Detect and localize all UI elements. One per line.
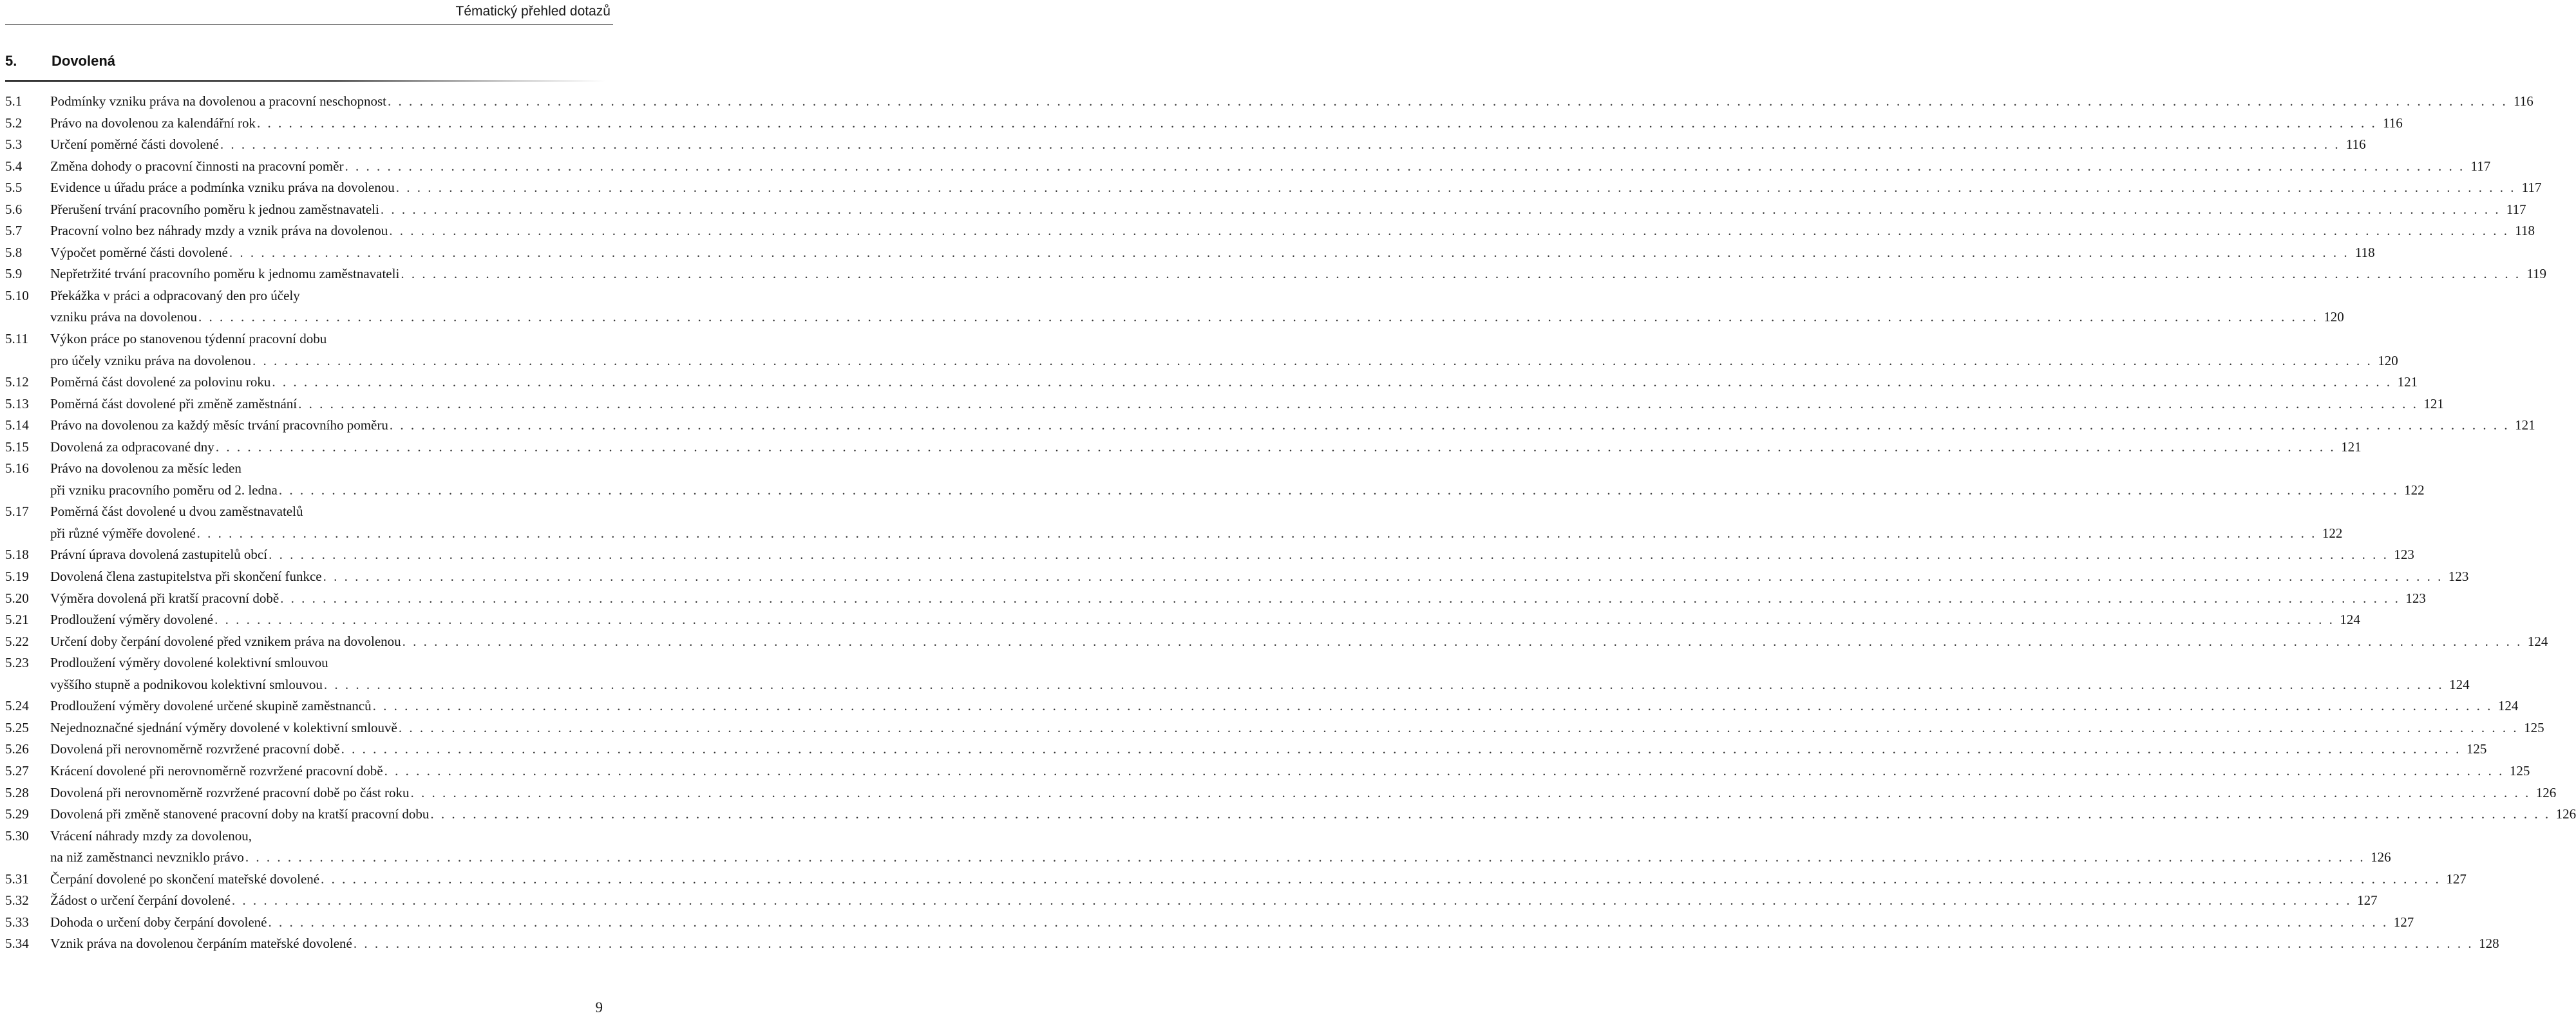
chapter-heading [5, 53, 115, 70]
toc-entry-body [50, 458, 2425, 501]
toc-entry-page: 123 [2394, 547, 2414, 563]
toc-entry-title: Dovolená člena zastupitelstva při skončení funkce [50, 569, 322, 585]
toc-entry-title-line [50, 695, 2519, 717]
toc-entry-title-line [50, 933, 2499, 955]
toc-entry-page: 127 [2393, 914, 2414, 930]
toc-entry [5, 739, 2487, 760]
toc-entry-page: 127 [2357, 892, 2378, 909]
toc-entry-title-line [50, 393, 2444, 415]
toc-entry-page: 116 [2383, 115, 2403, 131]
dot-leader: . . . . . . . . . . . . . . . . . . . . . . . . . . . . . . . . . . . . . . . . . . . . . . . . . . . . . . . . . . . . . . . . . . . . . . . . . . . . . . . . . . . . . . . . . . . . . . . . . . . . . . . . . . . . . . . . . . . . . . . . . . . . . . . . . . . . . . . . . . . . . . . . . . . . . . . . . . . . . . . . . . . . . . . . . . . . . . . . . . . . . . . . . . . . . . . . . . . . . . . . [214, 612, 2334, 628]
toc-entry-body [50, 285, 2344, 328]
toc-entry-number: 5.3 [5, 137, 23, 153]
dot-leader: . . . . . . . . . . . . . . . . . . . . . . . . . . . . . . . . . . . . . . . . . . . . . . . . . . . . . . . . . . . . . . . . . . . . . . . . . . . . . . . . . . . . . . . . . . . . . . . . . . . . . . . . . . . . . . . . . . . . . . . . . . . . . . . . . . . . . . . . . . . . . . . . . . . . . . . . . . . . . . . . . . . . . . . . . . . . . . . . . . . . . . . . . . . . . . . . . . . . . . . . [387, 93, 2508, 109]
dot-leader: . . . . . . . . . . . . . . . . . . . . . . . . . . . . . . . . . . . . . . . . . . . . . . . . . . . . . . . . . . . . . . . . . . . . . . . . . . . . . . . . . . . . . . . . . . . . . . . . . . . . . . . . . . . . . . . . . . . . . . . . . . . . . . . . . . . . . . . . . . . . . . . . . . . . . . . . . . . . . . . . . . . . . . . . . . . . . . . . . . . . . . . . . . . . . . . . . . . . . . . . [245, 849, 2365, 865]
toc-entry-title-line [50, 782, 2557, 804]
dot-leader: . . . . . . . . . . . . . . . . . . . . . . . . . . . . . . . . . . . . . . . . . . . . . . . . . . . . . . . . . . . . . . . . . . . . . . . . . . . . . . . . . . . . . . . . . . . . . . . . . . . . . . . . . . . . . . . . . . . . . . . . . . . . . . . . . . . . . . . . . . . . . . . . . . . . . . . . . . . . . . . . . . . . . . . . . . . . . . . . . . . . . . . . . . . . . . . . . . . . . . . . [402, 633, 2523, 649]
toc-entry-title: Prodloužení výměry dovolené [50, 612, 214, 628]
toc-entry-page: 123 [2405, 590, 2426, 606]
toc-entry-page: 126 [2371, 849, 2391, 865]
toc-entry [5, 242, 2375, 264]
toc-entry-body [50, 739, 2487, 760]
toc-entry-number: 5.2 [5, 115, 23, 131]
toc-entry-title-line [50, 372, 2418, 393]
toc-entry-body [50, 134, 2366, 156]
toc-entry-page: 121 [2341, 439, 2362, 455]
toc-entry-title: pro účely vzniku práva na dovolenou [50, 352, 251, 368]
toc-entry-number: 5.32 [5, 892, 29, 909]
toc-entry [5, 782, 2557, 804]
toc-entry-number: 5.6 [5, 201, 23, 217]
toc-entry-body [50, 328, 2398, 372]
toc-entry-title-line: Výkon práce po stanovenou týdenní pracovní dobu [50, 331, 327, 347]
toc-entry-title-line [50, 847, 2391, 869]
toc-entry-body [50, 760, 2530, 782]
dot-leader: . . . . . . . . . . . . . . . . . . . . . . . . . . . . . . . . . . . . . . . . . . . . . . . . . . . . . . . . . . . . . . . . . . . . . . . . . . . . . . . . . . . . . . . . . . . . . . . . . . . . . . . . . . . . . . . . . . . . . . . . . . . . . . . . . . . . . . . . . . . . . . . . . . . . . . . . . . . . . . . . . . . . . . . . . . . . . . . . . . . . . . . . . . . . . . . . . . . . . . . . [410, 784, 2531, 800]
table-of-contents [5, 91, 2576, 955]
toc-entry-body [50, 372, 2418, 393]
toc-entry-title-line [50, 134, 2366, 156]
toc-entry-body [50, 242, 2375, 264]
toc-entry-title-line [50, 544, 2414, 566]
toc-entry-body [50, 220, 2535, 242]
dot-leader: . . . . . . . . . . . . . . . . . . . . . . . . . . . . . . . . . . . . . . . . . . . . . . . . . . . . . . . . . . . . . . . . . . . . . . . . . . . . . . . . . . . . . . . . . . . . . . . . . . . . . . . . . . . . . . . . . . . . . . . . . . . . . . . . . . . . . . . . . . . . . . . . . . . . . . . . . . . . . . . . . . . . . . . . . . . . . . . . . . . . . . . . . . . . . . . . . . . . . . . . [196, 525, 2317, 541]
toc-entry [5, 652, 2470, 695]
toc-entry-title: Dovolená při změně stanovené pracovní doby na kratší pracovní dobu [50, 806, 430, 822]
toc-entry-body [50, 177, 2542, 199]
toc-entry-number: 5.12 [5, 374, 29, 390]
toc-entry-title-line [50, 91, 2533, 113]
toc-entry-page: 127 [2446, 871, 2467, 887]
dot-leader: . . . . . . . . . . . . . . . . . . . . . . . . . . . . . . . . . . . . . . . . . . . . . . . . . . . . . . . . . . . . . . . . . . . . . . . . . . . . . . . . . . . . . . . . . . . . . . . . . . . . . . . . . . . . . . . . . . . . . . . . . . . . . . . . . . . . . . . . . . . . . . . . . . . . . . . . . . . . . . . . . . . . . . . . . . . . . . . . . . . . . . . . . . . . . . . . . . . . . . . . [398, 719, 2519, 735]
toc-entry [5, 588, 2426, 610]
toc-entry-body [50, 415, 2535, 437]
toc-entry-title: Určení poměrné části dovolené [50, 137, 219, 153]
toc-entry-number: 5.20 [5, 590, 29, 606]
toc-entry-number: 5.27 [5, 762, 29, 779]
toc-entry-title: Pracovní volno bez náhrady mzdy a vznik práva na dovolenou [50, 223, 388, 239]
dot-leader: . . . . . . . . . . . . . . . . . . . . . . . . . . . . . . . . . . . . . . . . . . . . . . . . . . . . . . . . . . . . . . . . . . . . . . . . . . . . . . . . . . . . . . . . . . . . . . . . . . . . . . . . . . . . . . . . . . . . . . . . . . . . . . . . . . . . . . . . . . . . . . . . . . . . . . . . . . . . . . . . . . . . . . . . . . . . . . . . . . . . . . . . . . . . . . . . . . . . . . . . [345, 158, 2465, 174]
toc-entry-body [50, 912, 2414, 934]
dot-leader: . . . . . . . . . . . . . . . . . . . . . . . . . . . . . . . . . . . . . . . . . . . . . . . . . . . . . . . . . . . . . . . . . . . . . . . . . . . . . . . . . . . . . . . . . . . . . . . . . . . . . . . . . . . . . . . . . . . . . . . . . . . . . . . . . . . . . . . . . . . . . . . . . . . . . . . . . . . . . . . . . . . . . . . . . . . . . . . . . . . . . . . . . . . . . . . . . . . . . . . . [372, 698, 2493, 714]
toc-entry [5, 177, 2542, 199]
toc-entry-title: Změna dohody o pracovní činnosti na pracovní poměr [50, 158, 344, 174]
toc-entry-number: 5.21 [5, 612, 29, 628]
dot-leader: . . . . . . . . . . . . . . . . . . . . . . . . . . . . . . . . . . . . . . . . . . . . . . . . . . . . . . . . . . . . . . . . . . . . . . . . . . . . . . . . . . . . . . . . . . . . . . . . . . . . . . . . . . . . . . . . . . . . . . . . . . . . . . . . . . . . . . . . . . . . . . . . . . . . . . . . . . . . . . . . . . . . . . . . . . . . . . . . . . . . . . . . . . . . . . . . . . . . . . . . [229, 244, 2349, 260]
toc-entry [5, 458, 2425, 501]
dot-leader: . . . . . . . . . . . . . . . . . . . . . . . . . . . . . . . . . . . . . . . . . . . . . . . . . . . . . . . . . . . . . . . . . . . . . . . . . . . . . . . . . . . . . . . . . . . . . . . . . . . . . . . . . . . . . . . . . . . . . . . . . . . . . . . . . . . . . . . . . . . . . . . . . . . . . . . . . . . . . . . . . . . . . . . . . . . . . . . . . . . . . . . . . . . . . . . . . . . . . . . . [298, 395, 2418, 411]
toc-entry-page: 118 [2354, 244, 2375, 260]
dot-leader: . . . . . . . . . . . . . . . . . . . . . . . . . . . . . . . . . . . . . . . . . . . . . . . . . . . . . . . . . . . . . . . . . . . . . . . . . . . . . . . . . . . . . . . . . . . . . . . . . . . . . . . . . . . . . . . . . . . . . . . . . . . . . . . . . . . . . . . . . . . . . . . . . . . . . . . . . . . . . . . . . . . . . . . . . . . . . . . . . . . . . . . . . . . . . . . . . . . . . . . . [389, 223, 2510, 239]
toc-entry-body [50, 544, 2414, 566]
dot-leader: . . . . . . . . . . . . . . . . . . . . . . . . . . . . . . . . . . . . . . . . . . . . . . . . . . . . . . . . . . . . . . . . . . . . . . . . . . . . . . . . . . . . . . . . . . . . . . . . . . . . . . . . . . . . . . . . . . . . . . . . . . . . . . . . . . . . . . . . . . . . . . . . . . . . . . . . . . . . . . . . . . . . . . . . . . . . . . . . . . . . . . . . . . . . . . . . . . . . . . . . [198, 309, 2318, 325]
toc-entry-title: Vznik práva na dovolenou čerpáním mateřské dovolené [50, 936, 352, 952]
toc-entry-page: 121 [2397, 374, 2418, 390]
toc-entry-title-line [50, 156, 2491, 178]
dot-leader: . . . . . . . . . . . . . . . . . . . . . . . . . . . . . . . . . . . . . . . . . . . . . . . . . . . . . . . . . . . . . . . . . . . . . . . . . . . . . . . . . . . . . . . . . . . . . . . . . . . . . . . . . . . . . . . . . . . . . . . . . . . . . . . . . . . . . . . . . . . . . . . . . . . . . . . . . . . . . . . . . . . . . . . . . . . . . . . . . . . . . . . . . . . . . . . . . . . . . . . . [231, 892, 2352, 909]
toc-entry-title-line [50, 263, 2547, 285]
toc-entry-title-line [50, 199, 2526, 221]
toc-entry-page: 119 [2526, 266, 2547, 282]
toc-entry-page: 116 [2345, 137, 2366, 153]
toc-entry [5, 544, 2414, 566]
toc-entry-body [50, 631, 2548, 653]
toc-entry-title-line [50, 307, 2344, 328]
toc-entry-body [50, 393, 2444, 415]
toc-entry-title-line [50, 177, 2542, 199]
toc-entry-body [50, 804, 2576, 826]
toc-entry-title-line: Poměrná část dovolené u dvou zaměstnavatelů [50, 504, 303, 520]
toc-entry [5, 717, 2544, 739]
dot-leader: . . . . . . . . . . . . . . . . . . . . . . . . . . . . . . . . . . . . . . . . . . . . . . . . . . . . . . . . . . . . . . . . . . . . . . . . . . . . . . . . . . . . . . . . . . . . . . . . . . . . . . . . . . . . . . . . . . . . . . . . . . . . . . . . . . . . . . . . . . . . . . . . . . . . . . . . . . . . . . . . . . . . . . . . . . . . . . . . . . . . . . . . . . . . . . . . . . . . . . . . [395, 180, 2516, 196]
toc-entry-title-line [50, 804, 2576, 826]
toc-entry-title: Krácení dovolené při nerovnoměrně rozvržené pracovní době [50, 762, 383, 779]
toc-entry-number: 5.31 [5, 871, 29, 887]
toc-entry-title: při různé výměře dovolené [50, 525, 196, 541]
toc-entry-title-line [50, 242, 2375, 264]
toc-entry-title-line [50, 523, 2343, 545]
toc-entry [5, 328, 2398, 372]
toc-entry-number: 5.24 [5, 698, 29, 714]
dot-leader: . . . . . . . . . . . . . . . . . . . . . . . . . . . . . . . . . . . . . . . . . . . . . . . . . . . . . . . . . . . . . . . . . . . . . . . . . . . . . . . . . . . . . . . . . . . . . . . . . . . . . . . . . . . . . . . . . . . . . . . . . . . . . . . . . . . . . . . . . . . . . . . . . . . . . . . . . . . . . . . . . . . . . . . . . . . . . . . . . . . . . . . . . . . . . . . . . . . . . . . . [430, 806, 2551, 822]
toc-entry-title: Přerušení trvání pracovního poměru k jednou zaměstnavateli [50, 201, 379, 217]
toc-entry-number: 5.14 [5, 417, 29, 433]
toc-entry-number: 5.5 [5, 180, 23, 196]
toc-entry-title-line [50, 415, 2535, 437]
dot-leader: . . . . . . . . . . . . . . . . . . . . . . . . . . . . . . . . . . . . . . . . . . . . . . . . . . . . . . . . . . . . . . . . . . . . . . . . . . . . . . . . . . . . . . . . . . . . . . . . . . . . . . . . . . . . . . . . . . . . . . . . . . . . . . . . . . . . . . . . . . . . . . . . . . . . . . . . . . . . . . . . . . . . . . . . . . . . . . . . . . . . . . . . . . . . . . . . . . . . . . . . [321, 871, 2441, 887]
toc-entry-page: 124 [2340, 612, 2360, 628]
toc-entry [5, 501, 2343, 544]
toc-entry-body [50, 113, 2403, 135]
toc-entry-title: Dovolená při nerovnoměrně rozvržené pracovní době po část roku [50, 784, 410, 800]
toc-entry-page: 128 [2479, 936, 2499, 952]
toc-entry [5, 631, 2548, 653]
toc-entry-body [50, 933, 2499, 955]
toc-entry [5, 415, 2535, 437]
toc-entry-body [50, 263, 2547, 285]
toc-entry-body [50, 609, 2360, 631]
dot-leader: . . . . . . . . . . . . . . . . . . . . . . . . . . . . . . . . . . . . . . . . . . . . . . . . . . . . . . . . . . . . . . . . . . . . . . . . . . . . . . . . . . . . . . . . . . . . . . . . . . . . . . . . . . . . . . . . . . . . . . . . . . . . . . . . . . . . . . . . . . . . . . . . . . . . . . . . . . . . . . . . . . . . . . . . . . . . . . . . . . . . . . . . . . . . . . . . . . . . . . . . [220, 137, 2340, 153]
dot-leader: . . . . . . . . . . . . . . . . . . . . . . . . . . . . . . . . . . . . . . . . . . . . . . . . . . . . . . . . . . . . . . . . . . . . . . . . . . . . . . . . . . . . . . . . . . . . . . . . . . . . . . . . . . . . . . . . . . . . . . . . . . . . . . . . . . . . . . . . . . . . . . . . . . . . . . . . . . . . . . . . . . . . . . . . . . . . . . . . . . . . . . . . . . . . . . . . . . . . . . . . [323, 569, 2443, 585]
toc-entry [5, 804, 2576, 826]
toc-entry-page: 117 [2506, 201, 2526, 217]
toc-entry-title: Dovolená při nerovnoměrně rozvržené pracovní době [50, 741, 340, 757]
toc-entry-body [50, 717, 2544, 739]
toc-entry [5, 869, 2467, 891]
toc-entry-number: 5.7 [5, 223, 23, 239]
header-rule [5, 24, 613, 25]
toc-entry [5, 609, 2360, 631]
toc-entry-title-line: Vrácení náhrady mzdy za dovolenou, [50, 827, 252, 844]
toc-entry-title-line [50, 566, 2469, 588]
toc-entry [5, 393, 2444, 415]
toc-entry-title: Právo na dovolenou za každý měsíc trvání pracovního poměru [50, 417, 388, 433]
toc-entry-page: 125 [2466, 741, 2487, 757]
toc-entry-title: Čerpání dovolené po skončení mateřské dovolené [50, 871, 320, 887]
toc-entry-title: Dohoda o určení doby čerpání dovolené [50, 914, 267, 930]
toc-entry [5, 156, 2491, 178]
dot-leader: . . . . . . . . . . . . . . . . . . . . . . . . . . . . . . . . . . . . . . . . . . . . . . . . . . . . . . . . . . . . . . . . . . . . . . . . . . . . . . . . . . . . . . . . . . . . . . . . . . . . . . . . . . . . . . . . . . . . . . . . . . . . . . . . . . . . . . . . . . . . . . . . . . . . . . . . . . . . . . . . . . . . . . . . . . . . . . . . . . . . . . . . . . . . . . . . . . . . . . . . [272, 374, 2392, 390]
toc-entry-title: Výměra dovolená při kratší pracovní době [50, 590, 279, 606]
dot-leader: . . . . . . . . . . . . . . . . . . . . . . . . . . . . . . . . . . . . . . . . . . . . . . . . . . . . . . . . . . . . . . . . . . . . . . . . . . . . . . . . . . . . . . . . . . . . . . . . . . . . . . . . . . . . . . . . . . . . . . . . . . . . . . . . . . . . . . . . . . . . . . . . . . . . . . . . . . . . . . . . . . . . . . . . . . . . . . . . . . . . . . . . . . . . . . . . . . . . . . . . [268, 914, 2389, 930]
toc-entry-page: 121 [2515, 417, 2535, 433]
dot-leader: . . . . . . . . . . . . . . . . . . . . . . . . . . . . . . . . . . . . . . . . . . . . . . . . . . . . . . . . . . . . . . . . . . . . . . . . . . . . . . . . . . . . . . . . . . . . . . . . . . . . . . . . . . . . . . . . . . . . . . . . . . . . . . . . . . . . . . . . . . . . . . . . . . . . . . . . . . . . . . . . . . . . . . . . . . . . . . . . . . . . . . . . . . . . . . . . . . . . . . . . [215, 439, 2336, 455]
dot-leader: . . . . . . . . . . . . . . . . . . . . . . . . . . . . . . . . . . . . . . . . . . . . . . . . . . . . . . . . . . . . . . . . . . . . . . . . . . . . . . . . . . . . . . . . . . . . . . . . . . . . . . . . . . . . . . . . . . . . . . . . . . . . . . . . . . . . . . . . . . . . . . . . . . . . . . . . . . . . . . . . . . . . . . . . . . . . . . . . . . . . . . . . . . . . . . . . . . . . . . . . [269, 547, 2389, 563]
toc-entry-body [50, 782, 2557, 804]
dot-leader: . . . . . . . . . . . . . . . . . . . . . . . . . . . . . . . . . . . . . . . . . . . . . . . . . . . . . . . . . . . . . . . . . . . . . . . . . . . . . . . . . . . . . . . . . . . . . . . . . . . . . . . . . . . . . . . . . . . . . . . . . . . . . . . . . . . . . . . . . . . . . . . . . . . . . . . . . . . . . . . . . . . . . . . . . . . . . . . . . . . . . . . . . . . . . . . . . . . . . . . . [323, 676, 2444, 692]
toc-entry-title-line [50, 437, 2362, 458]
toc-entry-body [50, 156, 2491, 178]
toc-entry-number: 5.4 [5, 158, 23, 174]
toc-entry-title: při vzniku pracovního poměru od 2. ledna [50, 482, 278, 498]
toc-entry-title: Určení doby čerpání dovolené před vznikem práva na dovolenou [50, 633, 401, 649]
chapter-heading-rule [5, 80, 605, 82]
toc-entry-title-line: Překážka v práci a odpracovaný den pro účely [50, 287, 300, 303]
toc-entry-number: 5.29 [5, 806, 29, 822]
toc-entry-page: 118 [2515, 223, 2535, 239]
toc-entry-number: 5.34 [5, 936, 29, 952]
dot-leader: . . . . . . . . . . . . . . . . . . . . . . . . . . . . . . . . . . . . . . . . . . . . . . . . . . . . . . . . . . . . . . . . . . . . . . . . . . . . . . . . . . . . . . . . . . . . . . . . . . . . . . . . . . . . . . . . . . . . . . . . . . . . . . . . . . . . . . . . . . . . . . . . . . . . . . . . . . . . . . . . . . . . . . . . . . . . . . . . . . . . . . . . . . . . . . . . . . . . . . . . [278, 482, 2399, 498]
toc-entry-title: vzniku práva na dovolenou [50, 309, 198, 325]
toc-entry-page: 122 [2322, 525, 2343, 541]
toc-entry-number: 5.33 [5, 914, 29, 930]
toc-entry-body [50, 566, 2469, 588]
toc-entry-title-line [50, 912, 2414, 934]
toc-entry-number: 5.15 [5, 439, 29, 455]
toc-entry-body [50, 826, 2391, 869]
dot-leader: . . . . . . . . . . . . . . . . . . . . . . . . . . . . . . . . . . . . . . . . . . . . . . . . . . . . . . . . . . . . . . . . . . . . . . . . . . . . . . . . . . . . . . . . . . . . . . . . . . . . . . . . . . . . . . . . . . . . . . . . . . . . . . . . . . . . . . . . . . . . . . . . . . . . . . . . . . . . . . . . . . . . . . . . . . . . . . . . . . . . . . . . . . . . . . . . . . . . . . . . [280, 590, 2400, 606]
toc-entry-title: Dovolená za odpracované dny [50, 439, 214, 455]
toc-entry-title-line [50, 113, 2403, 135]
toc-entry-page: 123 [2448, 569, 2469, 585]
toc-entry-page: 124 [2527, 633, 2548, 649]
chapter-number: 5. [5, 53, 17, 69]
toc-entry-page: 121 [2423, 395, 2444, 411]
toc-entry-title-line [50, 717, 2544, 739]
toc-entry-number: 5.22 [5, 633, 29, 649]
toc-entry [5, 760, 2530, 782]
toc-entry-page: 120 [2324, 309, 2344, 325]
toc-entry-title-line: Právo na dovolenou za měsíc leden [50, 460, 242, 477]
toc-entry [5, 91, 2533, 113]
toc-entry-title: Poměrná část dovolené za polovinu roku [50, 374, 271, 390]
toc-entry-number: 5.19 [5, 569, 29, 585]
toc-entry-page: 125 [2509, 762, 2530, 779]
toc-entry [5, 933, 2499, 955]
toc-entry-number: 5.25 [5, 719, 29, 735]
toc-entry-number: 5.30 [5, 827, 29, 844]
page-number: 9 [595, 999, 603, 1015]
toc-entry [5, 912, 2414, 934]
toc-entry-title-line [50, 760, 2530, 782]
toc-entry-page: 116 [2514, 93, 2533, 109]
chapter-title: Dovolená [52, 53, 116, 69]
toc-entry-title-line [50, 739, 2487, 760]
toc-entry-title: Nepřetržité trvání pracovního poměru k jednomu zaměstnavateli [50, 266, 400, 282]
toc-entry [5, 134, 2366, 156]
toc-entry-title: Poměrná část dovolené při změně zaměstnání [50, 395, 298, 411]
toc-entry [5, 199, 2526, 221]
toc-entry-number: 5.28 [5, 784, 29, 800]
dot-leader: . . . . . . . . . . . . . . . . . . . . . . . . . . . . . . . . . . . . . . . . . . . . . . . . . . . . . . . . . . . . . . . . . . . . . . . . . . . . . . . . . . . . . . . . . . . . . . . . . . . . . . . . . . . . . . . . . . . . . . . . . . . . . . . . . . . . . . . . . . . . . . . . . . . . . . . . . . . . . . . . . . . . . . . . . . . . . . . . . . . . . . . . . . . . . . . . . . . . . . . . [401, 266, 2521, 282]
toc-entry-page: 126 [2535, 784, 2557, 800]
toc-entry-body [50, 501, 2343, 544]
toc-entry-title: Právo na dovolenou za kalendářní rok [50, 115, 256, 131]
toc-entry-number: 5.1 [5, 93, 23, 109]
toc-entry-number: 5.8 [5, 244, 23, 260]
toc-entry [5, 372, 2418, 393]
toc-entry-title: Podmínky vzniku práva na dovolenou a pracovní neschopnost [50, 93, 386, 109]
toc-entry [5, 826, 2391, 869]
toc-entry-body [50, 890, 2378, 912]
toc-entry-title-line [50, 631, 2548, 653]
toc-entry-body [50, 695, 2519, 717]
running-head: Tématický přehled dotazů [455, 4, 611, 19]
toc-entry-number: 5.9 [5, 266, 23, 282]
toc-entry-page: 117 [2470, 158, 2491, 174]
toc-entry-number: 5.17 [5, 504, 29, 520]
toc-entry-number: 5.10 [5, 287, 29, 303]
toc-entry-title: Žádost o určení čerpání dovolené [50, 892, 231, 909]
toc-entry-body [50, 199, 2526, 221]
toc-entry [5, 437, 2362, 458]
toc-entry-body [50, 437, 2362, 458]
toc-entry-number: 5.16 [5, 460, 29, 477]
toc-entry [5, 285, 2344, 328]
toc-entry-body [50, 652, 2470, 695]
toc-entry-number: 5.18 [5, 547, 29, 563]
toc-entry-title: Výpočet poměrné části dovolené [50, 244, 228, 260]
dot-leader: . . . . . . . . . . . . . . . . . . . . . . . . . . . . . . . . . . . . . . . . . . . . . . . . . . . . . . . . . . . . . . . . . . . . . . . . . . . . . . . . . . . . . . . . . . . . . . . . . . . . . . . . . . . . . . . . . . . . . . . . . . . . . . . . . . . . . . . . . . . . . . . . . . . . . . . . . . . . . . . . . . . . . . . . . . . . . . . . . . . . . . . . . . . . . . . . . . . . . . . . [341, 741, 2461, 757]
toc-entry-title-line [50, 890, 2378, 912]
dot-leader: . . . . . . . . . . . . . . . . . . . . . . . . . . . . . . . . . . . . . . . . . . . . . . . . . . . . . . . . . . . . . . . . . . . . . . . . . . . . . . . . . . . . . . . . . . . . . . . . . . . . . . . . . . . . . . . . . . . . . . . . . . . . . . . . . . . . . . . . . . . . . . . . . . . . . . . . . . . . . . . . . . . . . . . . . . . . . . . . . . . . . . . . . . . . . . . . . . . . . . . . [353, 936, 2474, 952]
toc-entry-number: 5.23 [5, 655, 29, 671]
toc-entry-page: 124 [2497, 698, 2519, 714]
toc-entry [5, 890, 2378, 912]
toc-entry-title-line: Prodloužení výměry dovolené kolektivní smlouvou [50, 655, 328, 671]
toc-entry-page: 126 [2555, 806, 2576, 822]
toc-entry-page: 120 [2378, 352, 2398, 368]
toc-entry-title-line [50, 674, 2470, 696]
toc-entry-title: Právní úprava dovolená zastupitelů obcí [50, 547, 268, 563]
dot-leader: . . . . . . . . . . . . . . . . . . . . . . . . . . . . . . . . . . . . . . . . . . . . . . . . . . . . . . . . . . . . . . . . . . . . . . . . . . . . . . . . . . . . . . . . . . . . . . . . . . . . . . . . . . . . . . . . . . . . . . . . . . . . . . . . . . . . . . . . . . . . . . . . . . . . . . . . . . . . . . . . . . . . . . . . . . . . . . . . . . . . . . . . . . . . . . . . . . . . . . . . [380, 201, 2501, 217]
toc-entry-number: 5.13 [5, 395, 29, 411]
toc-entry-title: Evidence u úřadu práce a podmínka vzniku práva na dovolenou [50, 180, 395, 196]
toc-entry-title: Prodloužení výměry dovolené určené skupině zaměstnanců [50, 698, 372, 714]
toc-entry-title-line [50, 350, 2398, 372]
toc-entry-title-line [50, 869, 2467, 891]
toc-entry-page: 124 [2449, 676, 2470, 692]
toc-entry-title-line [50, 220, 2535, 242]
toc-entry [5, 695, 2519, 717]
toc-entry-number: 5.11 [5, 331, 28, 347]
toc-entry [5, 566, 2469, 588]
toc-entry-title: Nejednoznačné sjednání výměry dovolené v kolektivní smlouvě [50, 719, 397, 735]
toc-entry-body [50, 869, 2467, 891]
toc-entry-body [50, 588, 2426, 610]
dot-leader: . . . . . . . . . . . . . . . . . . . . . . . . . . . . . . . . . . . . . . . . . . . . . . . . . . . . . . . . . . . . . . . . . . . . . . . . . . . . . . . . . . . . . . . . . . . . . . . . . . . . . . . . . . . . . . . . . . . . . . . . . . . . . . . . . . . . . . . . . . . . . . . . . . . . . . . . . . . . . . . . . . . . . . . . . . . . . . . . . . . . . . . . . . . . . . . . . . . . . . . . [384, 762, 2505, 779]
toc-entry [5, 263, 2547, 285]
toc-entry-title-line [50, 480, 2425, 502]
toc-entry-title: na niž zaměstnanci nevzniklo právo [50, 849, 244, 865]
dot-leader: . . . . . . . . . . . . . . . . . . . . . . . . . . . . . . . . . . . . . . . . . . . . . . . . . . . . . . . . . . . . . . . . . . . . . . . . . . . . . . . . . . . . . . . . . . . . . . . . . . . . . . . . . . . . . . . . . . . . . . . . . . . . . . . . . . . . . . . . . . . . . . . . . . . . . . . . . . . . . . . . . . . . . . . . . . . . . . . . . . . . . . . . . . . . . . . . . . . . . . . . [389, 417, 2510, 433]
toc-entry-title: vyššího stupně a podnikovou kolektivní smlouvou [50, 676, 323, 692]
toc-entry-page: 117 [2521, 180, 2542, 196]
toc-entry [5, 113, 2403, 135]
dot-leader: . . . . . . . . . . . . . . . . . . . . . . . . . . . . . . . . . . . . . . . . . . . . . . . . . . . . . . . . . . . . . . . . . . . . . . . . . . . . . . . . . . . . . . . . . . . . . . . . . . . . . . . . . . . . . . . . . . . . . . . . . . . . . . . . . . . . . . . . . . . . . . . . . . . . . . . . . . . . . . . . . . . . . . . . . . . . . . . . . . . . . . . . . . . . . . . . . . . . . . . . [252, 352, 2372, 368]
toc-entry [5, 220, 2535, 242]
toc-entry-body [50, 91, 2533, 113]
toc-entry-title-line [50, 609, 2360, 631]
toc-entry-title-line [50, 588, 2426, 610]
toc-entry-page: 122 [2404, 482, 2425, 498]
toc-entry-number: 5.26 [5, 741, 29, 757]
toc-entry-page: 125 [2524, 719, 2544, 735]
dot-leader: . . . . . . . . . . . . . . . . . . . . . . . . . . . . . . . . . . . . . . . . . . . . . . . . . . . . . . . . . . . . . . . . . . . . . . . . . . . . . . . . . . . . . . . . . . . . . . . . . . . . . . . . . . . . . . . . . . . . . . . . . . . . . . . . . . . . . . . . . . . . . . . . . . . . . . . . . . . . . . . . . . . . . . . . . . . . . . . . . . . . . . . . . . . . . . . . . . . . . . . . [256, 115, 2377, 131]
